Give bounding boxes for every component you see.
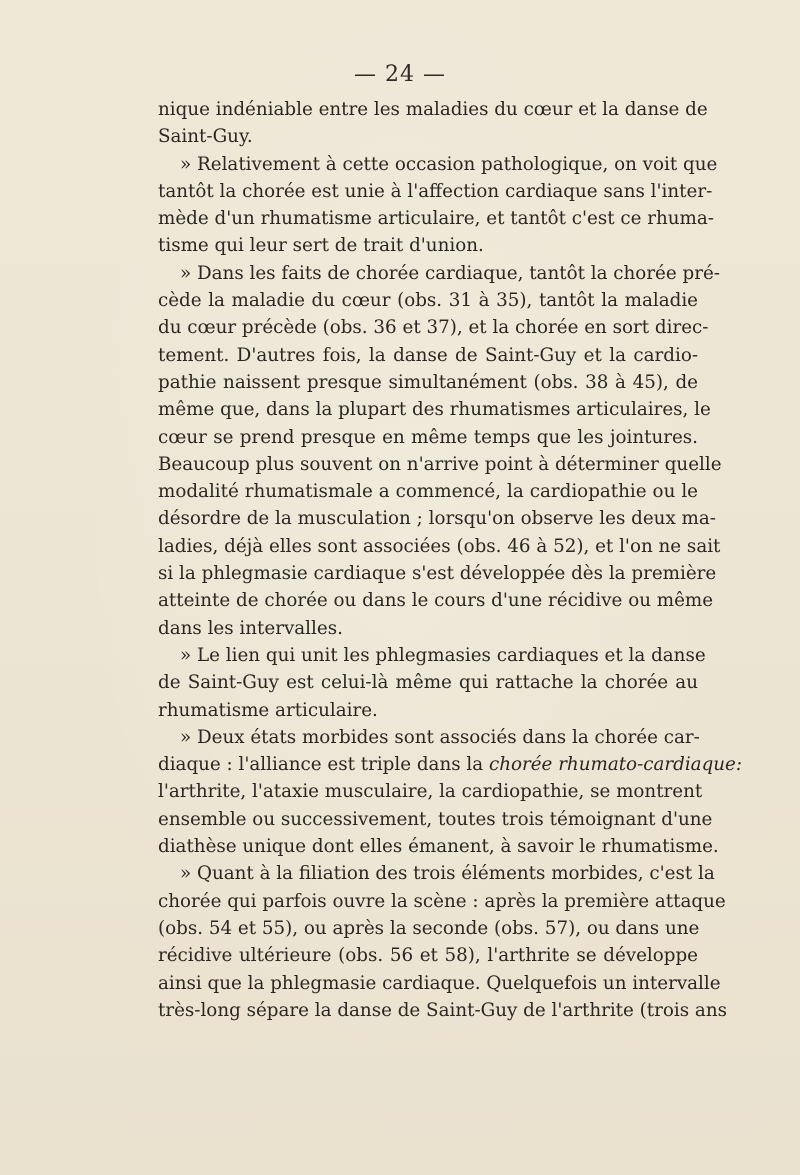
- text-line: [158, 697, 698, 724]
- text-line: [158, 123, 698, 150]
- text-line-content: diaque : l'alliance est triple dans la: [158, 754, 489, 776]
- text-line: [158, 478, 698, 505]
- text-line: [158, 642, 706, 669]
- text-line-content: mède d'un rhumatisme articulaire, et tantôt c'est ce rhuma-: [158, 208, 714, 230]
- text-line-content: nique indéniable entre les maladies du cœur et la danse de: [158, 99, 708, 120]
- text-line-content: pathie naissent presque simultanément (obs. 38 à 45), de: [158, 371, 698, 393]
- text-line: [158, 342, 698, 369]
- text-line: [158, 178, 713, 205]
- text-line-content: » Relativement à cette occasion pathologique, on voit que: [180, 153, 718, 175]
- text-line-content: dans les intervalles.: [158, 617, 343, 639]
- text-line-content: diathèse unique dont elles émanent, à savoir le rhumatisme.: [158, 836, 719, 858]
- text-line: [158, 615, 698, 642]
- text-line: [158, 833, 719, 860]
- text-line-content: cède la maladie du cœur (obs. 31 à 35), tantôt la maladie: [158, 290, 698, 312]
- text-line: [158, 915, 698, 942]
- text-line-content: Beaucoup plus souvent on n'arrive point à déterminer quelle: [158, 453, 722, 475]
- text-line: [158, 314, 709, 341]
- text-line: [158, 96, 708, 123]
- text-line-content: ainsi que la phlegmasie cardiaque. Quelquefois un intervalle: [158, 972, 721, 994]
- text-line: [158, 505, 716, 532]
- text-line-content: si la phlegmasie cardiaque s'est développée dès la première: [158, 563, 717, 585]
- text-line-content: Saint-Guy.: [158, 126, 253, 148]
- text-line: [158, 806, 713, 833]
- text-line: [158, 778, 703, 805]
- text-line: [158, 669, 698, 696]
- text-line: [158, 560, 717, 587]
- text-line: [158, 533, 721, 560]
- text-line: [158, 860, 715, 887]
- text-line-content: de Saint-Guy est celui-là même qui rattache la chorée au: [158, 672, 698, 694]
- text-line: [158, 260, 720, 287]
- text-line-content: ladies, déjà elles sont associées (obs. 46 à 52), et l'on ne sait: [158, 535, 721, 557]
- text-line-content: modalité rhumatismale a commencé, la cardiopathie ou le: [158, 481, 698, 503]
- text-line-content: (obs. 54 et 55), ou après la seconde (obs. 57), ou dans une: [158, 917, 700, 939]
- text-line-content: tisme qui leur sert de trait d'union.: [158, 235, 484, 257]
- text-line: [158, 942, 698, 969]
- text-line: [158, 151, 718, 178]
- text-line-content: atteinte de chorée ou dans le cours d'une récidive ou même: [158, 590, 714, 612]
- italic-term: chorée rhumato-cardiaque:: [488, 754, 743, 776]
- text-line-content: tement. D'autres fois, la danse de Saint-Guy et la cardio-: [158, 344, 698, 366]
- text-line: [158, 587, 714, 614]
- text-line: [158, 205, 714, 232]
- text-line: [158, 369, 698, 396]
- body-text: [158, 96, 743, 1024]
- text-line: [158, 424, 698, 451]
- text-line-content: » Le lien qui unit les phlegmasies cardiaques et la danse: [180, 644, 706, 666]
- text-line: [158, 997, 727, 1024]
- text-line-content: du cœur précède (obs. 36 et 37), et la chorée en sort direc-: [158, 317, 709, 339]
- text-line: [158, 287, 698, 314]
- text-line: [158, 970, 721, 997]
- text-line-content: très-long sépare la danse de Saint-Guy de l'arthrite (trois ans: [158, 999, 727, 1021]
- text-line: [158, 232, 698, 259]
- text-line-content: l'arthrite, l'ataxie musculaire, la cardiopathie, se montrent: [158, 781, 703, 803]
- text-line-content: récidive ultérieure (obs. 56 et 58), l'arthrite se développe: [158, 945, 698, 967]
- page-number: — 24 —: [354, 62, 446, 87]
- text-line-content: » Deux états morbides sont associés dans la chorée car-: [180, 726, 700, 748]
- text-line: [158, 888, 726, 915]
- text-line-content: même que, dans la plupart des rhumatismes articulaires, le: [158, 399, 711, 421]
- text-line-content: tantôt la chorée est unie à l'affection cardiaque sans l'inter-: [158, 180, 713, 202]
- text-line-content: » Quant à la filiation des trois éléments morbides, c'est la: [180, 863, 715, 885]
- text-line: [158, 451, 722, 478]
- text-line-content: cœur se prend presque en même temps que les jointures.: [158, 426, 698, 448]
- text-line: [158, 724, 698, 751]
- text-line: [158, 751, 743, 778]
- text-line-content: rhumatisme articulaire.: [158, 699, 378, 721]
- text-line-content: désordre de la musculation ; lorsqu'on observe les deux ma-: [158, 508, 716, 530]
- text-line-content: ensemble ou successivement, toutes trois témoignant d'une: [158, 808, 713, 830]
- text-line-content: » Dans les faits de chorée cardiaque, tantôt la chorée pré-: [180, 262, 720, 284]
- text-line: [158, 396, 711, 423]
- text-line-content: chorée qui parfois ouvre la scène : après la première attaque: [158, 890, 726, 912]
